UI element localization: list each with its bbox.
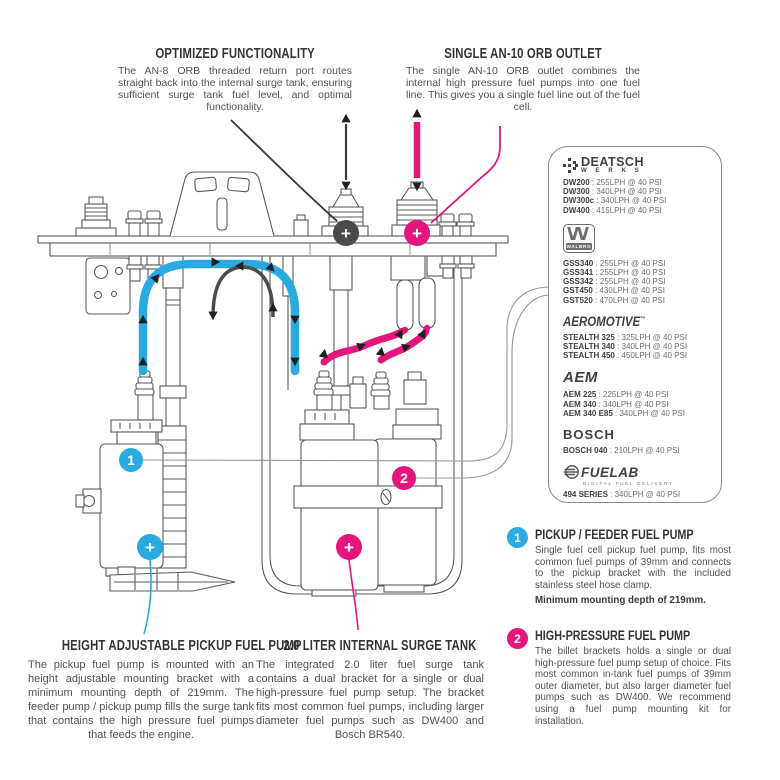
callout-optimized-functionality: [118, 46, 352, 114]
walbro-logo: [563, 224, 595, 253]
mounting-bracket: [86, 258, 130, 314]
aeromotive-logo: [563, 314, 687, 329]
fuelab-logo: [563, 464, 709, 480]
pump-spec-list: [563, 490, 709, 499]
callout-high-pressure: [535, 628, 731, 727]
walbro-w-icon: [569, 227, 587, 240]
flow-arrow-return: [341, 114, 350, 190]
pump-spec-row: GSS342 : 255LPH @ 40 PSI: [563, 277, 666, 287]
callout-height-adjustable: [28, 638, 302, 742]
fuel-strainer: [110, 567, 235, 591]
deatschwerks-logo: [563, 156, 709, 174]
pump-spec-row: BOSCH 040 : 210LPH @ 40 PSI: [563, 446, 680, 456]
mounting-plate: [38, 236, 508, 256]
plus-marker-surge: [336, 534, 362, 560]
fuelab-globe-icon: [563, 464, 579, 480]
return-arc: [213, 267, 273, 317]
outlet-leader-line: [431, 126, 500, 223]
pump-spec-row: AEM 225 : 225LPH @ 40 PSI: [563, 390, 669, 400]
plus-marker-return: [333, 220, 359, 246]
brand-aem: [563, 369, 709, 418]
flow-arrow-outlet: [412, 109, 421, 191]
callout-body: The billet brackets holds a single or dual high-pressure fuel pump setup of choice. Fits most common in-tank fuel pumps of 39mm outer diameter, but also larger diameter fuel pumps such as DW400. We recommend using a fuel pump mounting kit for installation.: [535, 646, 731, 727]
pump-spec-row: AEM 340 : 340LPH @ 40 PSI: [563, 399, 669, 409]
plus-marker-pickup: [137, 534, 163, 560]
pump-spec-row: GSS340 : 255LPH @ 40 PSI: [563, 258, 666, 268]
brand-walbro: [563, 224, 709, 305]
badge-2: [392, 466, 416, 490]
callout-badge-1: 1: [507, 527, 528, 548]
pump-spec-row: STEALTH 340 : 340LPH @ 40 PSI: [563, 342, 688, 352]
brand-subname: W E R K S: [581, 168, 643, 174]
callout-note: Minimum mounting depth of 219mm.: [535, 595, 706, 607]
pump-spec-list: [563, 390, 709, 418]
callout-body: The pickup fuel pump is mounted with an height adjustable mounting bracket with a minimum mounting depth of 219mm. The feeder pump / pickup pump fills the surge tank that contains the high pressure fuel pumps that feeds the engine.: [28, 659, 254, 741]
pump-spec-row: DW300c : 340LPH @ 40 PSI: [563, 196, 667, 206]
brand-aeromotive: [563, 314, 709, 361]
brand-bosch: [563, 427, 709, 455]
brand-name: WALBRO: [566, 243, 592, 249]
brand-subname: DIGITAL FUEL DELIVERY: [583, 481, 674, 487]
bosch-logo: BOSCH: [563, 427, 615, 443]
svg-text:+: +: [341, 224, 351, 243]
callout-body: The AN-8 ORB threaded return port routes straight back into the internal surge tank, ensuring sufficient surge tank fuel level, and optimal functionality.: [118, 65, 352, 113]
trademark-symbol: ™: [640, 316, 646, 323]
pump-spec-row: DW300 : 340LPH @ 40 PSI: [563, 187, 662, 197]
callout-pickup-feeder: [535, 527, 731, 607]
badge-1: [119, 448, 143, 472]
callout-body: The integrated 2.0 liter fuel surge tank contains a dual bracket for a single or dual high-pressure fuel pump setup. The bracket fits most common fuel pumps, including larger diameter fuel pumps such as DW400 and Bosch BR540.: [256, 659, 484, 741]
carry-handle: [170, 172, 274, 236]
callout-title: OPTIMIZED FUNCTIONALITY: [155, 46, 315, 62]
callout-title: SINGLE AN-10 ORB OUTLET: [444, 46, 602, 62]
brand-name: DEATSCH: [581, 155, 644, 169]
svg-text:+: +: [412, 224, 422, 243]
pump-spec-row: DW200 : 255LPH @ 40 PSI: [563, 178, 662, 187]
pump-spec-row: STEALTH 325 : 325LPH @ 40 PSI: [563, 332, 688, 342]
svg-text:1: 1: [127, 452, 135, 468]
callout-title: 2.0 LITER INTERNAL SURGE TANK: [283, 638, 477, 654]
plus-marker-outlet: [404, 220, 430, 246]
outlet-manifold: [391, 256, 447, 333]
brand-deatschwerks: [563, 156, 709, 215]
callout-surge-tank: [256, 638, 484, 742]
pump-spec-row: DW400 : 415LPH @ 40 PSI: [563, 205, 662, 215]
pump-spec-row: 494 SERIES : 340LPH @ 40 PSI: [563, 490, 681, 500]
an8-side-fitting: [76, 197, 116, 236]
high-pressure-pump-left: [300, 371, 378, 596]
pump-spec-row: GSS341 : 255LPH @ 40 PSI: [563, 268, 666, 278]
pump-spec-list: [563, 259, 709, 305]
svg-text:2: 2: [400, 470, 408, 486]
pump-spec-row: STEALTH 450 : 450LPH @ 40 PSI: [563, 351, 688, 361]
pump-spec-row: AEM 340 E85 : 340LPH @ 40 PSI: [563, 408, 685, 418]
svg-text:+: +: [145, 538, 155, 557]
callout-an10-outlet: [406, 46, 640, 114]
aem-logo: AEM: [563, 369, 598, 387]
brand-name: AEROMOTIVE: [563, 313, 641, 329]
callout-title: PICKUP / FEEDER FUEL PUMP: [535, 527, 694, 542]
pump-spec-row: GST520 : 470LPH @ 40 PSI: [563, 295, 665, 305]
callout-body: The single AN-10 ORB outlet combines the internal high pressure fuel pumps into one fuel line. This gives you a single fuel line out of the fuel cell.: [406, 65, 640, 113]
callout-title: HIGH-PRESSURE FUEL PUMP: [535, 628, 691, 643]
brand-name: FUELAB: [581, 464, 639, 480]
pump-compatibility-panel: [548, 146, 722, 503]
callout-body: Single fuel cell pickup fuel pump, fits most common fuel pumps of 39mm and connects to the pickup bracket with the included stainless steel hose clamp.: [535, 545, 731, 591]
deatschwerks-dots-icon: [563, 158, 578, 173]
pump-spec-row: GST450 : 430LPH @ 40 PSI: [563, 286, 665, 296]
svg-text:+: +: [344, 538, 354, 557]
pump-spec-list: [563, 178, 709, 215]
pump-bracket-band: [294, 486, 442, 508]
brand-fuelab: [563, 464, 709, 499]
pump-spec-list: [563, 446, 709, 455]
callout-badge-2: 2: [507, 628, 528, 649]
pump-spec-list: [563, 333, 709, 361]
callout-title: HEIGHT ADJUSTABLE PICKUP FUEL PUMP: [61, 638, 302, 654]
